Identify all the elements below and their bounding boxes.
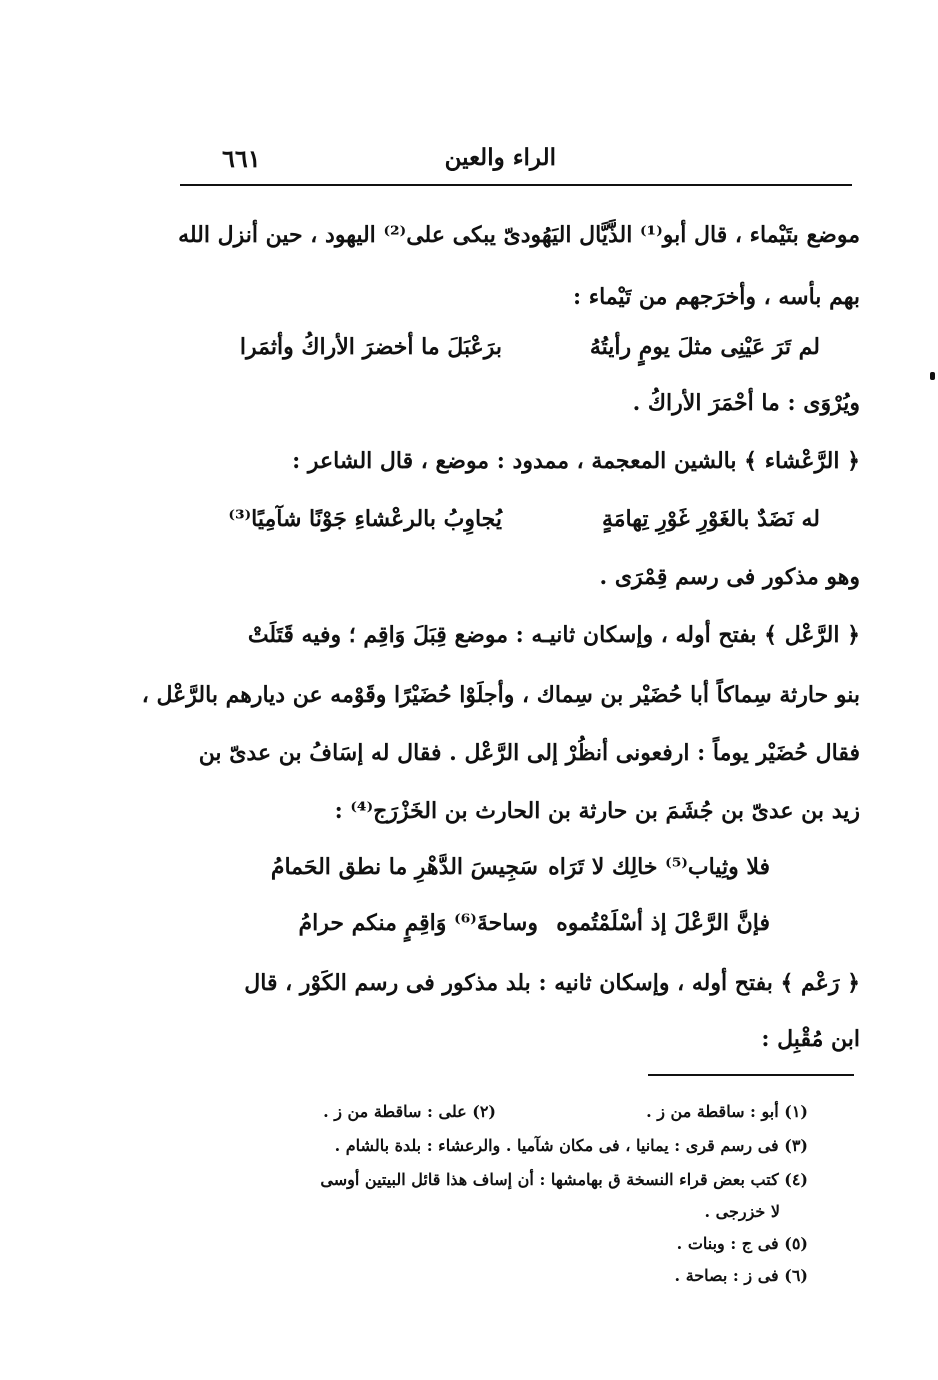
entry-heading-line: ﴿ الرَّعْشاء ﴾ بالشين المعجمة ، ممدود : موضع ، قال الشاعر :	[292, 448, 860, 474]
footnote-rule	[648, 1074, 854, 1076]
footnote-6: (٦) فى ز : بصاحة .	[674, 1266, 808, 1285]
verse-hemistich-1: فلا وثِياب⁽⁵⁾ خالِك لا تَرَاه	[548, 854, 770, 880]
text-line: بنو حارثة سِماكاً أبا حُضَيْر بن سِماك ، وأجلَوْا حُضَيْرًا وقَوْمه عن ديارهم بالرَّعْل ،	[141, 682, 860, 708]
footnote-5: (٥) فى ج : وبنات .	[676, 1234, 808, 1253]
footnote-3: (٣) فى رسم قرى : يمانيا ، فى مكان شآميا . والرعشاء : بلدة بالشام .	[334, 1136, 808, 1155]
footnote-2: (٢) على : ساقطة من ز .	[323, 1102, 496, 1121]
chapter-title: الراء والعين	[444, 144, 556, 171]
verse-hemistich-1: فإنَّ الرَّعْلَ إذ أسْلَمْتُموه	[556, 910, 770, 936]
text-line: ويُرْوَى : ما أحْمَرَ الأراكُ .	[632, 390, 860, 416]
text-line: بهم بأسه ، وأخرَجهم من تَيْماء :	[572, 284, 860, 310]
text-line: موضع بتَيْماء ، قال أبو⁽¹⁾ الذَّيَّال اليَهُودىّ يبكى على⁽²⁾ اليهود ، حين أنزل الله	[178, 222, 860, 248]
footnote-1: (١) أبو : ساقطة من ز .	[646, 1102, 808, 1121]
text-line: زيد بن عدىّ بن جُشَمَ بن حارثة بن الحارث بن الخَزْرَج⁽⁴⁾ :	[334, 798, 860, 824]
text-line: وهو مذكور فى رسم قِمْرَى .	[599, 564, 860, 590]
verse-hemistich-2: برَعْبَلَ ما أخضرَ الأراكُ وأثمَرا	[239, 334, 502, 360]
verse-hemistich-1: لم تَرَ عَيْنِى مثلَ يومٍ رأيتُهُ	[589, 334, 820, 360]
verse-hemistich-2: يُجاوِبُ بالرعْشاءِ جَوْنًا شآمِيًا⁽³⁾	[228, 506, 502, 532]
verse-hemistich-1: له نَضَدٌ بالغَوْرِ غَوْرِ تِهامَةٍ	[601, 506, 820, 532]
footnote-4: (٤) كتب بعض قراء النسخة ق بهامشها : أن إساف هذا قائل البيتين أوسى	[320, 1170, 808, 1189]
verse-hemistich-2: وساحةَ⁽⁶⁾ وَاقِمٍ منكم حرامُ	[298, 910, 538, 936]
text-line: ابن مُقْبِل :	[761, 1026, 860, 1052]
text-line: فقال حُضَيْر يوماً : ارفعونى أنظُرْ إلى الرَّعْل . فقال له إسَافُ بن عدىّ بن	[198, 740, 860, 766]
page-number: ٦٦١	[222, 144, 261, 173]
entry-heading-line: ﴿ الرَّعْل ﴾ بفتح أوله ، وإسكان ثانيـه : موضع قِبَلَ وَاقِم ؛ وفيه قَتَلَتْ	[247, 622, 860, 648]
entry-heading-line: ﴿ رَعْم ﴾ بفتح أوله ، وإسكان ثانيه : بلد مذكور فى رسم الكَوْر ، قال	[244, 970, 860, 996]
margin-mark	[930, 372, 935, 380]
footnote-4-continued: لا خزرجى .	[704, 1202, 780, 1221]
verse-hemistich-2: سَجِيسَ الدَّهْرِ ما نطق الحَمامُ	[270, 854, 538, 880]
